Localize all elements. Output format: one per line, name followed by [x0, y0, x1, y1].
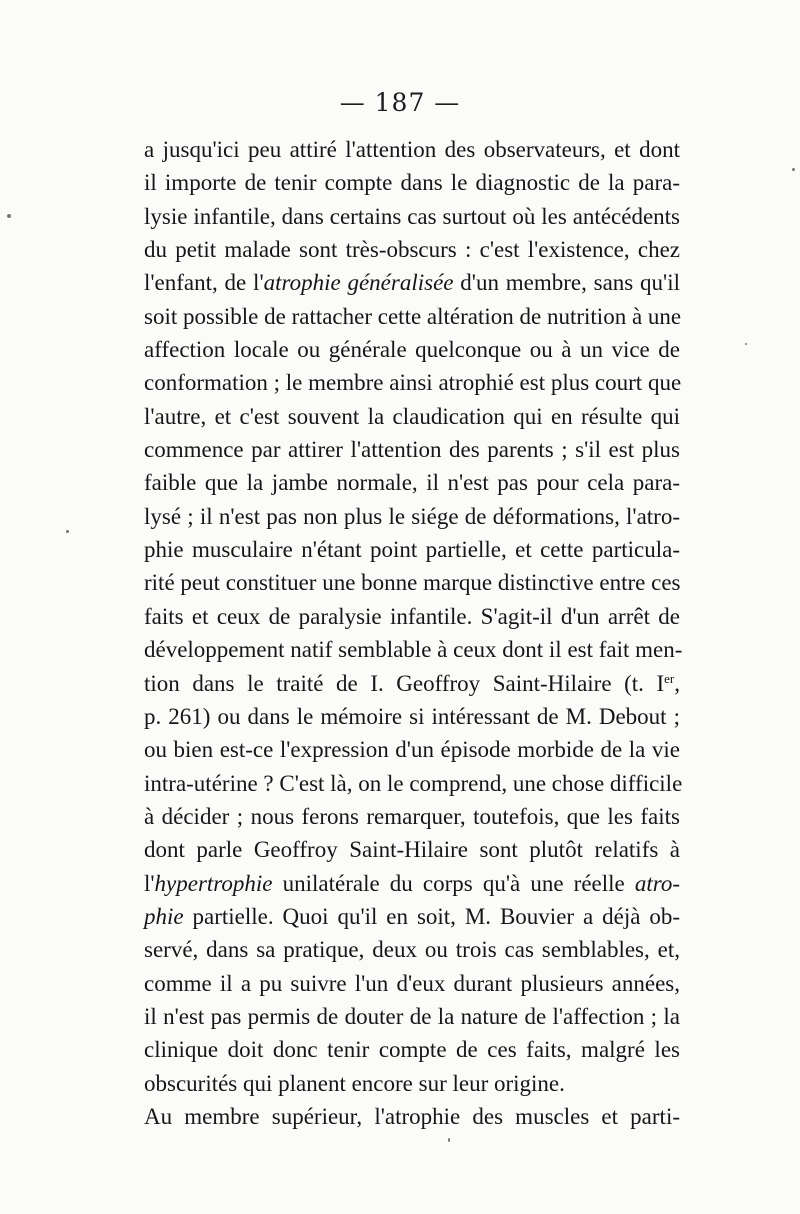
text-line — [144, 200, 680, 233]
paper-speck — [792, 168, 795, 171]
text-line — [144, 333, 680, 366]
text-line — [144, 733, 680, 766]
line-text: , — [674, 670, 680, 696]
text-line — [144, 767, 683, 800]
text-line — [144, 633, 683, 666]
text-line — [144, 466, 680, 499]
line-text: commence par attirer l'attention des parents ; s'il est plus — [144, 437, 680, 463]
line-text: faible que la jambe normale, il n'est pas pour cela para- — [144, 470, 680, 496]
text-line — [144, 700, 680, 733]
text-line — [144, 400, 680, 433]
text-line — [144, 933, 680, 966]
line-text: affection locale ou générale quelconque ou à un vice de — [144, 337, 680, 363]
body-text — [144, 133, 683, 1133]
line-text: comme il a pu suivre l'un d'eux durant plusieurs années, — [144, 970, 680, 996]
text-line — [144, 233, 680, 266]
text-line — [144, 600, 680, 633]
line-text: faits et ceux de paralysie infantile. S'agit-il d'un arrêt de — [144, 603, 680, 629]
page-number: — 187 — — [339, 88, 461, 117]
line-text: servé, dans sa pratique, deux ou trois cas semblables, et, — [144, 937, 680, 963]
text-line — [144, 833, 680, 866]
line-text: intra-utérine ? C'est là, on le comprend, une chose difficile — [144, 770, 683, 796]
line-text: clinique doit donc tenir compte de ces faits, malgré les — [144, 1037, 680, 1063]
text-line — [144, 967, 680, 1000]
line-text: obscurités qui planent encore sur leur origine. — [144, 1070, 565, 1096]
line-text: l'enfant, de l' — [144, 270, 264, 296]
line-text: unilatérale du corps qu'à une réelle — [272, 870, 635, 896]
text-line — [144, 500, 680, 533]
text-line — [144, 366, 680, 399]
line-text: à décider ; nous ferons remarquer, toutefois, que les faits — [144, 803, 680, 829]
text-line — [144, 1000, 680, 1033]
superscript: er — [664, 670, 675, 686]
italic-text: hypertrophie — [154, 870, 273, 896]
text-line — [144, 566, 680, 599]
line-text: tion dans le traité de I. Geoffroy Saint-Hilaire (t. I — [144, 670, 665, 696]
line-text: p. 261) ou dans le mémoire si intéressant de M. Debout ; — [144, 703, 680, 729]
line-text: l'autre, et c'est souvent la claudication qui en résulte qui — [144, 403, 680, 429]
italic-text: atro- — [634, 870, 680, 896]
text-line — [144, 1033, 680, 1066]
paper-speck — [66, 530, 69, 533]
text-line — [144, 300, 680, 333]
paper-speck — [745, 343, 747, 345]
text-line — [144, 133, 680, 166]
line-text: dont parle Geoffroy Saint-Hilaire sont plutôt relatifs à — [144, 837, 680, 863]
text-line — [144, 533, 680, 566]
line-text: phie musculaire n'étant point partielle, et cette particula- — [144, 537, 680, 563]
text-line — [144, 266, 680, 299]
line-text: soit possible de rattacher cette altération de nutrition à une — [144, 303, 682, 329]
text-line — [144, 667, 680, 700]
italic-text: phie — [144, 903, 184, 929]
text-line — [144, 900, 680, 933]
line-text: il n'est pas permis de douter de la nature de l'affection ; la — [144, 1003, 680, 1029]
text-line — [144, 867, 680, 900]
text-line — [144, 800, 680, 833]
line-text: lysé ; il n'est pas non plus le siége de déformations, l'atro- — [144, 503, 680, 529]
line-text: partielle. Quoi qu'il en soit, M. Bouvier a déjà ob- — [183, 903, 680, 929]
italic-text: atrophie généralisée — [263, 270, 454, 296]
line-text: lysie infantile, dans certains cas surtout où les antécédents — [144, 203, 680, 229]
text-line — [144, 1067, 680, 1100]
text-line — [144, 433, 680, 466]
line-text: il importe de tenir compte dans le diagnostic de la para- — [144, 170, 680, 196]
line-text: développement natif semblable à ceux dont il est fait men- — [144, 637, 683, 663]
paper-speck — [448, 1138, 450, 1142]
line-text: du petit malade sont très-obscurs : c'est l'existence, chez — [144, 237, 680, 263]
line-text: a jusqu'ici peu attiré l'attention des observateurs, et dont — [144, 137, 680, 162]
text-line — [144, 166, 680, 199]
line-text: Au membre supérieur, l'atrophie des muscles et parti- — [144, 1103, 680, 1129]
line-text: l' — [144, 870, 155, 896]
line-text: rité peut constituer une bonne marque distinctive entre ces — [144, 570, 681, 596]
line-text: d'un membre, sans qu'il — [453, 270, 680, 296]
line-text: conformation ; le membre ainsi atrophié est plus court que — [144, 370, 682, 396]
text-line — [144, 1100, 680, 1133]
paper-speck — [7, 214, 11, 218]
line-text: ou bien est-ce l'expression d'un épisode morbide de la vie — [144, 737, 680, 763]
